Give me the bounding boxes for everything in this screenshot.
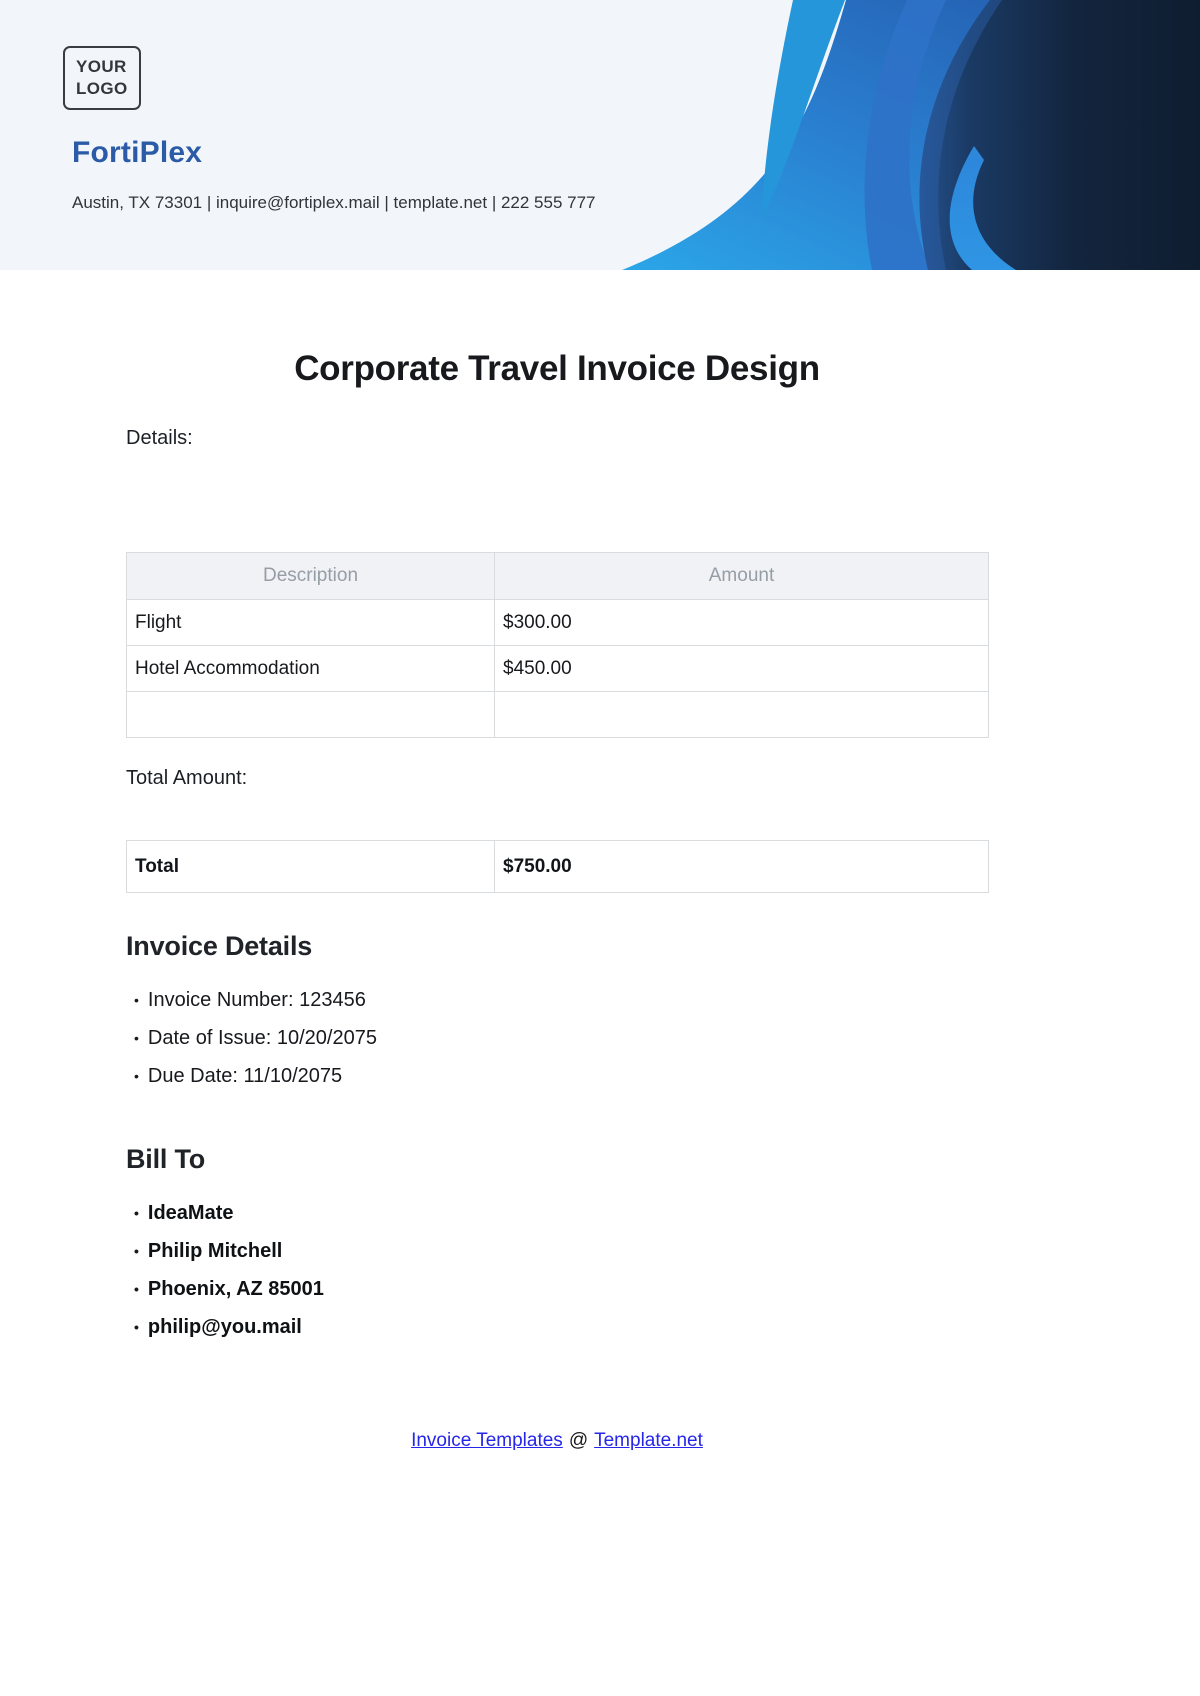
cell-description [127, 692, 495, 738]
table-row [127, 646, 989, 692]
footer-separator: @ [568, 1430, 589, 1451]
total-amount-label: Total Amount: [126, 767, 248, 789]
cell-amount: $450.00 [495, 646, 989, 692]
table-row-empty [127, 692, 989, 738]
list-item [126, 986, 988, 1014]
bullet-icon: • [134, 1319, 139, 1335]
bullet-icon: • [134, 1281, 139, 1297]
logo-line-1: YOUR [76, 57, 127, 76]
page-title: Corporate Travel Invoice Design [294, 349, 820, 388]
list-item [126, 1275, 988, 1303]
bill-to-heading: Bill To [126, 1144, 206, 1174]
list-item [126, 1062, 988, 1090]
logo-line-2: LOGO [76, 79, 128, 98]
list-item [126, 1199, 988, 1227]
items-table-header-row [127, 553, 989, 600]
list-item [126, 1024, 988, 1052]
logo-placeholder [63, 46, 141, 110]
total-row [127, 841, 989, 893]
header-band [0, 0, 1200, 270]
details-label: Details: [126, 427, 193, 449]
bill-to-address: Phoenix, AZ 85001 [147, 1278, 324, 1300]
cell-description: Flight [127, 600, 495, 646]
cell-description: Hotel Accommodation [127, 646, 495, 692]
header-swoosh-graphic [550, 0, 1200, 270]
bullet-icon: • [134, 1068, 139, 1084]
bullet-icon: • [134, 1243, 139, 1259]
invoice-number-text: Invoice Number: 123456 [147, 989, 366, 1011]
bill-to-company: IdeaMate [147, 1202, 234, 1224]
table-row [127, 600, 989, 646]
bullet-icon: • [134, 1205, 139, 1221]
col-header-description: Description [127, 553, 495, 600]
contact-line: Austin, TX 73301 | inquire@fortiplex.mail | template.net | 222 555 777 [72, 193, 596, 212]
company-name: FortiPlex [72, 136, 203, 169]
col-header-amount: Amount [495, 553, 989, 600]
list-item [126, 1313, 988, 1341]
cell-amount [495, 692, 989, 738]
bullet-icon: • [134, 992, 139, 1008]
list-item [126, 1237, 988, 1265]
total-table [126, 840, 989, 893]
bill-to-email: philip@you.mail [147, 1316, 302, 1338]
invoice-details-heading: Invoice Details [126, 931, 313, 961]
footer-credit [126, 1427, 988, 1455]
total-label-cell: Total [127, 841, 495, 893]
due-date-text: Due Date: 11/10/2075 [147, 1065, 343, 1087]
invoice-templates-link[interactable]: Invoice Templates [411, 1430, 563, 1451]
bullet-icon: • [134, 1030, 139, 1046]
template-net-link[interactable]: Template.net [594, 1430, 703, 1451]
brand-block [63, 46, 596, 213]
date-of-issue-text: Date of Issue: 10/20/2075 [147, 1027, 377, 1049]
invoice-content [126, 348, 988, 1455]
bill-to-name: Philip Mitchell [147, 1240, 283, 1262]
bill-to-list [126, 1199, 988, 1341]
cell-amount: $300.00 [495, 600, 989, 646]
total-value-cell: $750.00 [495, 841, 989, 893]
invoice-details-list [126, 986, 988, 1090]
items-table [126, 552, 989, 738]
